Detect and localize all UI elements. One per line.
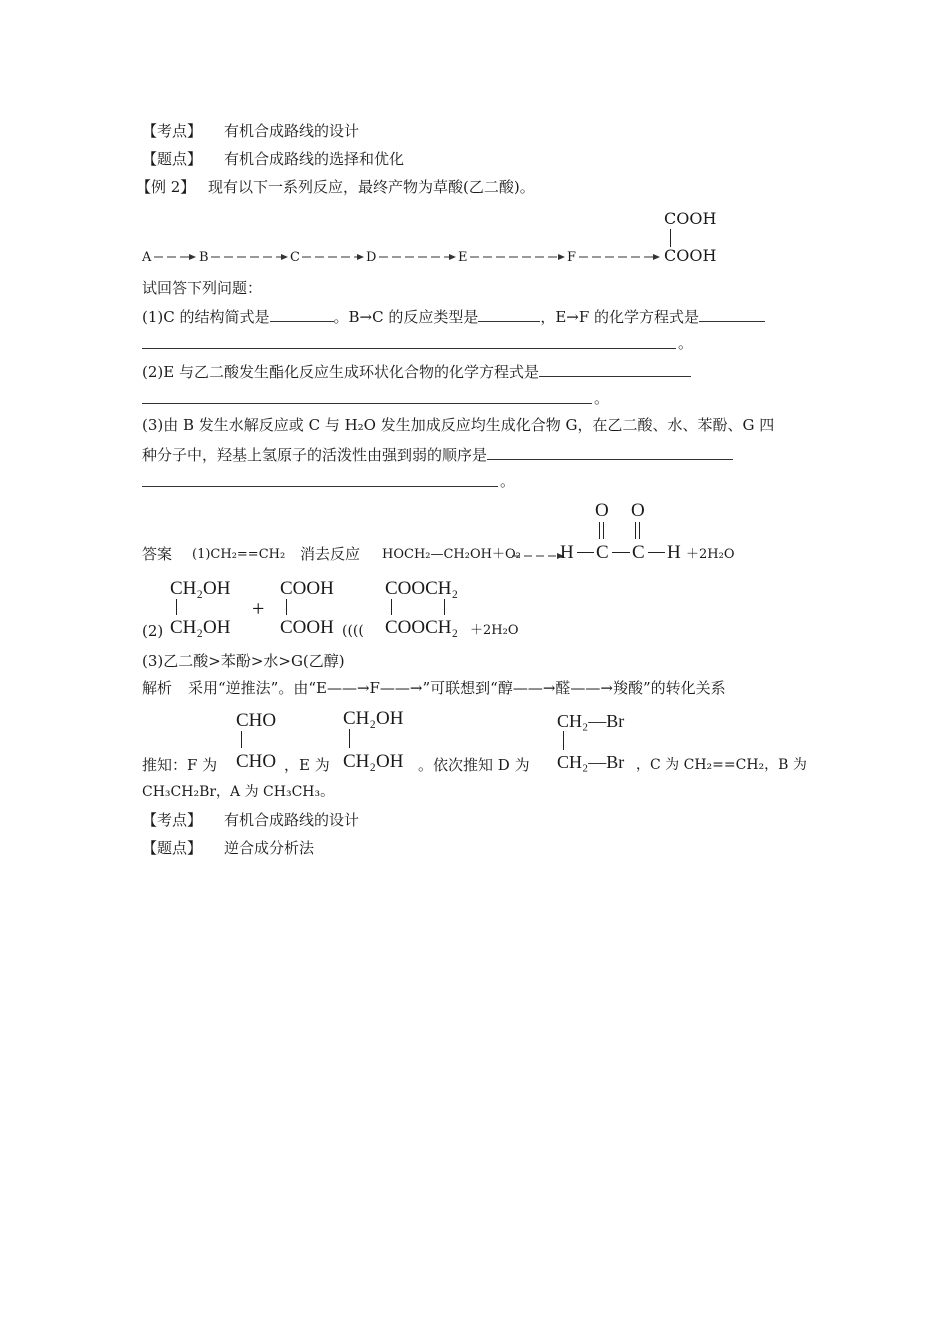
q3-blank-2[interactable] (142, 486, 498, 487)
e-bond (349, 729, 350, 748)
d-bond (563, 731, 564, 750)
tidian-tag: 【题点】 (142, 150, 203, 168)
answer-1-water: ＋2H₂O (686, 547, 735, 562)
diol-top: CH₂OH (170, 578, 231, 599)
f-top: CHO (236, 710, 277, 731)
e-bottom: CH₂OH (343, 751, 404, 772)
answer-2-water: ＋2H₂O (470, 623, 519, 638)
chain-node-d: D (366, 250, 377, 265)
ester-bottom: COOCH₂ (385, 617, 459, 638)
q1-blank-2[interactable] (478, 307, 540, 322)
tidian-text: 有机合成路线的选择和优化 (224, 150, 405, 168)
ester-bond-left (391, 599, 392, 615)
answer-2-label: (2) (142, 622, 164, 640)
e-top: CH₂OH (343, 708, 404, 729)
ester-bond-right (444, 599, 445, 615)
f-bottom: CHO (236, 751, 277, 772)
q2-end: 。 (594, 389, 610, 407)
answer-2-condition: (((( (342, 623, 364, 639)
diol-bond (176, 599, 177, 615)
glyoxal-double-bond-2b (639, 522, 640, 539)
analysis-d-prefix: 。依次推知 D 为 (418, 756, 530, 774)
acid-bottom: COOH (280, 617, 334, 638)
kaodian-tag-2: 【考点】 (142, 811, 203, 829)
answer-1-arrow (510, 549, 566, 563)
answer-1-type: 消去反应 (300, 545, 361, 563)
q1-part-c: ，E→F 的化学方程式是 (540, 308, 700, 326)
q3-blank-1[interactable] (487, 445, 733, 460)
answer-1-ethene: (1)CH₂==CH₂ (192, 547, 286, 562)
glyoxal-bond-3 (648, 552, 665, 553)
diol-bottom: CH₂OH (170, 617, 231, 638)
kaodian-text: 有机合成路线的设计 (224, 122, 360, 140)
answer-2-plus: + (252, 596, 265, 621)
tidian-tag-2: 【题点】 (142, 839, 203, 857)
analysis-infer: 推知：F 为 (142, 756, 218, 774)
question-1 (142, 307, 765, 325)
answer-1-equation: HOCH₂—CH₂OH＋O₂ (382, 547, 521, 562)
kaodian-text-2: 有机合成路线的设计 (224, 811, 360, 829)
q2-blank-2[interactable] (142, 403, 592, 404)
glyoxal-bond-2 (612, 552, 630, 553)
acid-bond (286, 599, 287, 615)
kaodian-tag: 【考点】 (142, 122, 203, 140)
glyoxal-c-2: C (632, 542, 645, 563)
analysis-line1: 采用“逆推法”。由“E——→F——→”可联想到“醇——→醛——→羧酸”的转化关系 (188, 679, 726, 697)
glyoxal-o-1: O (595, 500, 609, 521)
q1-blank-3[interactable] (699, 307, 765, 322)
answer-label: 答案 (142, 545, 173, 563)
f-bond (241, 731, 242, 748)
question-3-line2 (142, 445, 733, 463)
acid-top: COOH (280, 578, 334, 599)
q3-end: 。 (500, 472, 516, 490)
q1-part-a: (1)C 的结构简式是 (142, 308, 270, 326)
q3-text: 种分子中，羟基上氢原子的活泼性由强到弱的顺序是 (142, 446, 488, 464)
analysis-e-prefix: ，E 为 (284, 756, 330, 774)
q1-end: 。 (678, 334, 694, 352)
analysis-label: 解析 (142, 679, 173, 697)
oxalic-top: COOH (664, 209, 717, 228)
analysis-line3: CH₃CH₂Br，A 为 CH₃CH₃。 (142, 784, 335, 800)
question-2 (142, 362, 691, 380)
tidian-text-2: 逆合成分析法 (224, 839, 315, 857)
chain-arrows (0, 0, 950, 300)
example-tag: 【例 2】 (136, 178, 196, 196)
q2-blank-1[interactable] (539, 362, 691, 377)
oxalic-bottom: COOH (664, 246, 717, 265)
analysis-tail: ，C 为 CH₂==CH₂，B 为 (636, 757, 807, 773)
answer-3: (3)乙二酸>苯酚>水>G(乙醇) (142, 652, 345, 670)
ester-top: COOCH₂ (385, 578, 459, 599)
chain-node-f: F (567, 250, 577, 265)
example-text: 现有以下一系列反应，最终产物为草酸(乙二酸)。 (208, 178, 535, 196)
glyoxal-double-bond-2a (635, 522, 636, 539)
chain-node-a: A (142, 250, 152, 265)
glyoxal-c-1: C (596, 542, 609, 563)
oxalic-bond (670, 229, 671, 247)
question-3-line1: (3)由 B 发生水解反应或 C 与 H₂O 发生加成反应均生成化合物 G，在乙二酸、水、苯酚、G 四 (142, 416, 775, 434)
glyoxal-h-left: H (560, 542, 574, 563)
d-bottom: CH₂—Br (557, 752, 625, 772)
glyoxal-bond-1 (577, 552, 594, 553)
glyoxal-o-2: O (631, 500, 645, 521)
glyoxal-h-right: H (667, 542, 681, 563)
chain-node-c: C (290, 250, 300, 265)
q2-text: (2)E 与乙二酸发生酯化反应生成环状化合物的化学方程式是 (142, 363, 539, 381)
d-top: CH₂—Br (557, 711, 625, 731)
chain-node-b: B (199, 250, 209, 265)
q1-blank-4[interactable] (142, 348, 676, 349)
glyoxal-double-bond-1a (599, 522, 600, 539)
q1-part-b: 。B→C 的反应类型是 (333, 308, 479, 326)
q1-blank-1[interactable] (270, 307, 334, 322)
questions-intro: 试回答下列问题： (142, 279, 263, 297)
chain-node-e: E (458, 250, 468, 265)
glyoxal-double-bond-1b (603, 522, 604, 539)
